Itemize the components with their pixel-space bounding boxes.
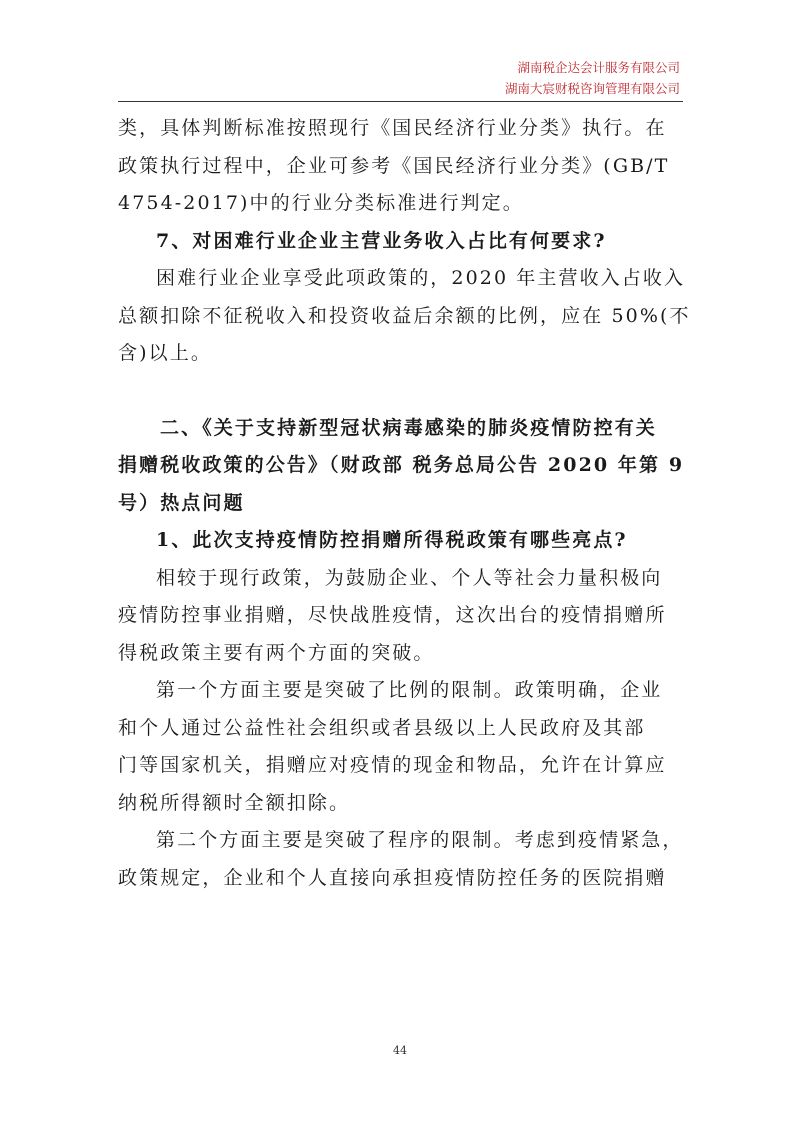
question-heading-7: 7、对困难行业企业主营业务收入占比有何要求?	[156, 229, 607, 252]
blank-space	[118, 373, 690, 410]
paragraph-line: 政策规定，企业和个人直接向承担疫情防控任务的医院捐赠	[118, 866, 667, 889]
header-rule	[118, 101, 683, 102]
paragraph-line: 类，具体判断标准按照现行《国民经济行业分类》执行。在	[118, 117, 667, 139]
paragraph-line: 政策执行过程中，企业可参考《国民经济行业分类》(GB/T	[118, 154, 670, 177]
paragraph-line: 门等国家机关，捐赠应对疫情的现金和物品，允许在计算应	[118, 754, 667, 776]
paragraph-line: 疫情防控事业捐赠，尽快战胜疫情，这次出台的疫情捐赠所	[118, 604, 667, 626]
section-heading: 号）热点问题	[118, 491, 245, 514]
paragraph-line: 纳税所得额时全额扣除。	[118, 791, 351, 814]
paragraph-line: 得税政策主要有两个方面的突破。	[118, 641, 435, 664]
paragraph-line: 总额扣除不征税收入和投资收益后余额的比例，应在 50%(不	[118, 304, 691, 327]
paragraph-line: 困难行业企业享受此项政策的，2020 年主营收入占收入	[156, 267, 686, 289]
question-heading-1: 1、此次支持疫情防控捐赠所得税政策有哪些亮点?	[156, 529, 628, 551]
header-company-2: 湖南大宸财税咨询管理有限公司	[504, 81, 680, 96]
header-company-1: 湖南税企达会计服务有限公司	[517, 60, 680, 75]
section-heading: 二、《关于支持新型冠状病毒感染的肺炎疫情防控有关	[160, 416, 657, 439]
paragraph-line: 和个人通过公益性社会组织或者县级以上人民政府及其部	[118, 716, 646, 739]
document-body	[118, 110, 690, 897]
paragraph-line: 含)以上。	[118, 342, 212, 364]
paragraph-line: 相较于现行政策，为鼓励企业、个人等社会力量积极向	[156, 566, 663, 589]
section-heading: 捐赠税收政策的公告》（财政部 税务总局公告 2020 年第 9	[118, 454, 685, 476]
paragraph-line: 第二个方面主要是突破了程序的限制。考虑到疫情紧急，	[156, 829, 684, 851]
page-number: 44	[393, 1044, 407, 1057]
paragraph-line: 第一个方面主要是突破了比例的限制。政策明确，企业	[156, 679, 663, 701]
paragraph-line: 4754-2017)中的行业分类标准进行判定。	[118, 192, 524, 214]
